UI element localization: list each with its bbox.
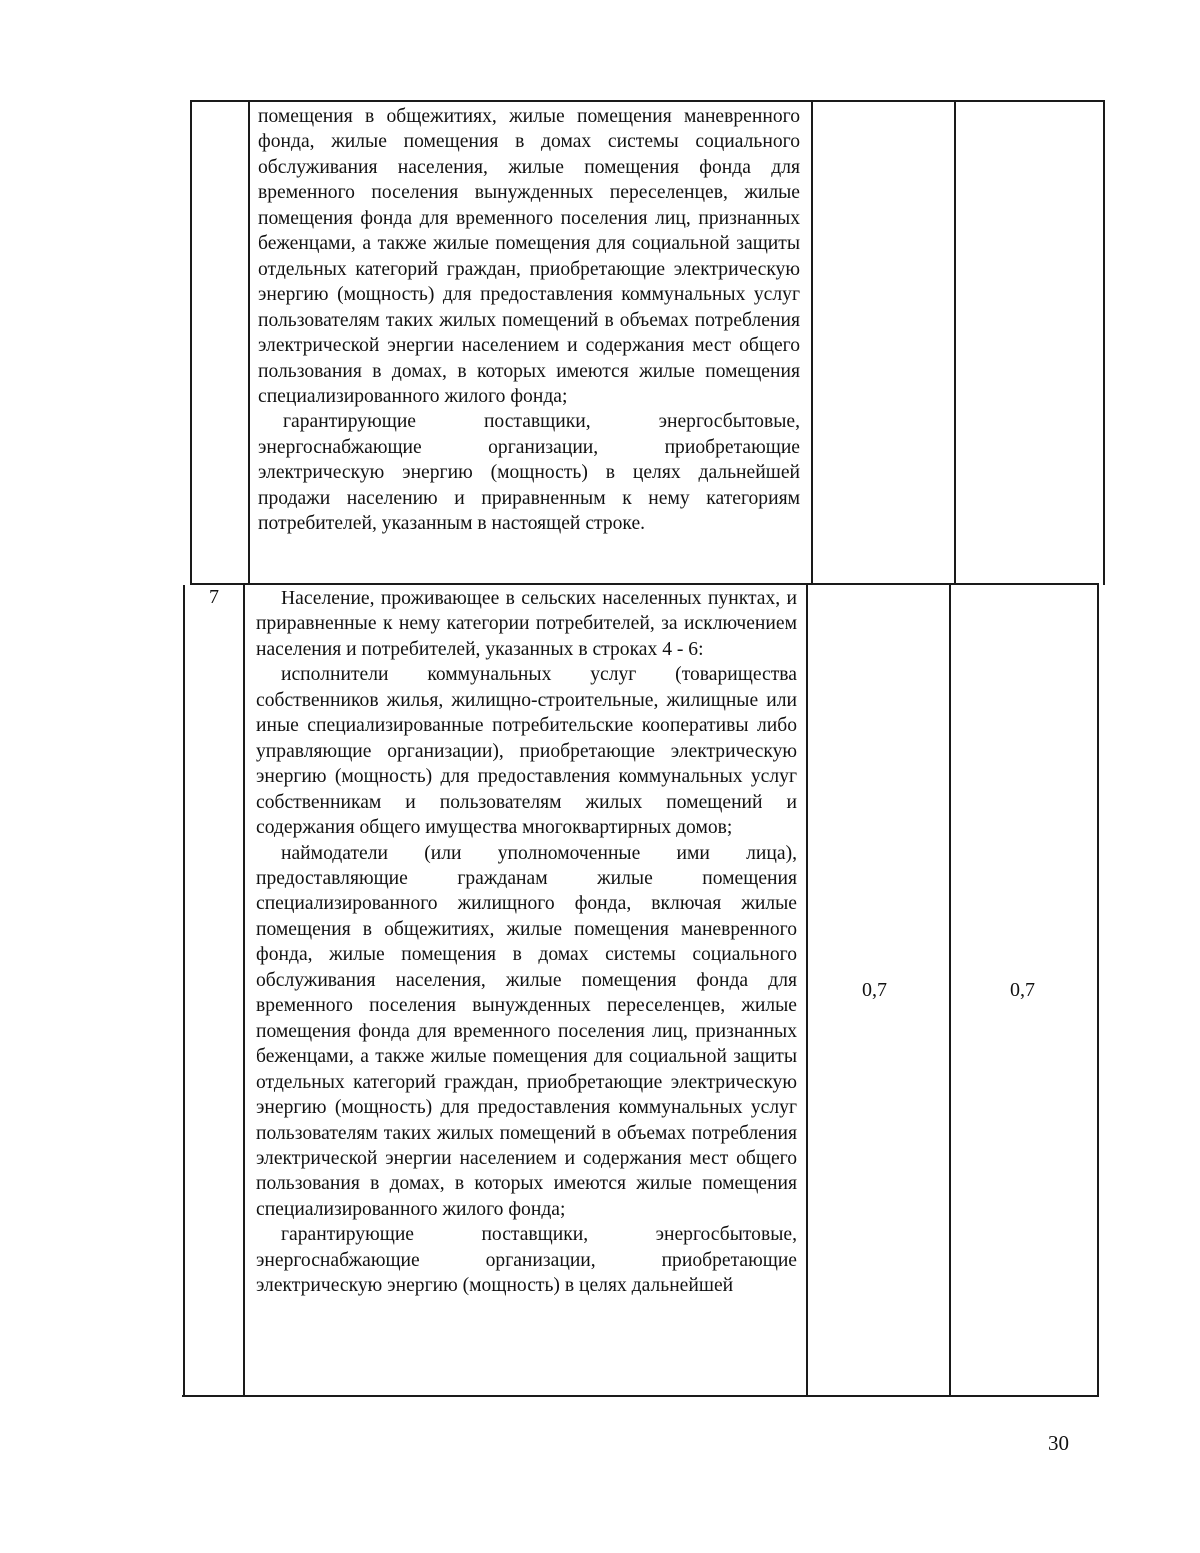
paragraph: помещения в общежитиях, жилые помещения маневренного фонда, жилые помещения в домах системы социального обслуживания населения, жилые помещения фонда для временного поселения вынужденных переселенцев, жилые помещения фонда для временного поселения лиц, признанных беженцами, а также жилые помещения для социальной защиты отдельных категорий граждан, приобретающие электрическую энергию (мощность) для предоставления коммунальных услуг пользователям таких жилых помещений в объемах потребления электрической энергии населением и содержания мест общего пользования в домах, в которых имеются жилые помещения специализированного жилого фонда; [258, 106, 800, 407]
table-top-border [190, 100, 1105, 102]
table-row-divider [190, 583, 1099, 585]
row-7-value-2: 0,7 [1010, 979, 1035, 1001]
paragraph: исполнители коммунальных услуг (товарищества собственников жилья, жилищно-строительные, жилищные или иные специализированные потребительские кооперативы либо управляющие организации), приобретающие электрическую энергию (мощность) для предоставления коммунальных услуг собственникам и пользователям жилых помещений и содержания общего имущества многоквартирных домов; [256, 664, 797, 839]
table-bottom-border [182, 1395, 1099, 1397]
page-number: 30 [1048, 1431, 1069, 1455]
paragraph: наймодатели (или уполномоченные ими лица), предоставляющие гражданам жилые помещения специализированного жилищного фонда, включая жилые помещения в общежитиях, жилые помещения маневренного фонда, жилые помещения в домах системы социального обслуживания населения, жилые помещения фонда для временного поселения вынужденных переселенцев, жилые помещения фонда для временного поселения лиц, признанных беженцами, а также жилые помещения для социальной защиты отдельных категорий граждан, приобретающие электрическую энергию (мощность) для предоставления коммунальных услуг пользователям таких жилых помещений в объемах потребления электрической энергии населением и содержания мест общего пользования в домах, в которых имеются жилые помещения специализированного жилого фонда; [256, 842, 797, 1220]
table-right-border [1097, 585, 1099, 1397]
paragraph: гарантирующие поставщики, энергосбытовые, энергоснабжающие организации, приобретающие электрическую энергию (мощность) в целях дальнейшей продажи населению и приравненным к нему категориям потребителей, указанным в настоящей строке. [258, 411, 800, 535]
paragraph: гарантирующие поставщики, энергосбытовые, энергоснабжающие организации, приобретающие электрическую энергию (мощность) в целях дальнейшей [256, 1224, 797, 1297]
row-number: 7 [209, 586, 219, 608]
column-divider-3 [949, 585, 951, 1397]
row-continuation-text [258, 104, 800, 537]
column-divider-2 [811, 100, 813, 585]
row-7-text [256, 586, 797, 1299]
table-left-border [183, 585, 185, 1397]
row-7-value-1: 0,7 [862, 979, 887, 1001]
table-right-border [1103, 100, 1105, 585]
paragraph: Население, проживающее в сельских населенных пунктах, и приравненные к нему категории потребителей, за исключением населения и потребителей, указанных в строках 4 - 6: [256, 588, 797, 660]
column-divider-1 [248, 100, 250, 585]
column-divider-3 [954, 100, 956, 585]
column-divider-2 [806, 585, 808, 1397]
table-left-border [190, 100, 192, 585]
column-divider-1 [243, 585, 245, 1397]
